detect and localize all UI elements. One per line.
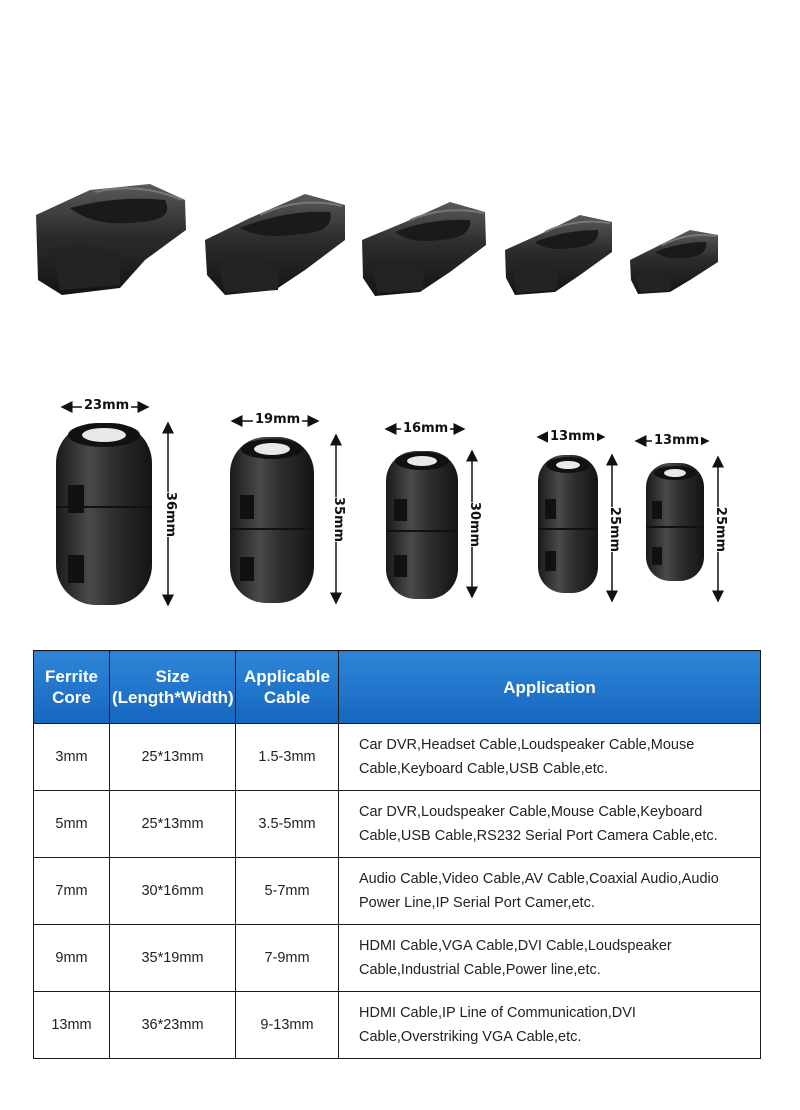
cell-size: 25*13mm <box>110 724 236 791</box>
cell-core: 3mm <box>34 724 110 791</box>
cell-size: 35*19mm <box>110 925 236 992</box>
cell-cable: 3.5-5mm <box>236 791 339 858</box>
height-label-36mm: 36mm <box>163 491 179 538</box>
cell-core: 7mm <box>34 858 110 925</box>
header-applicable-cable: Applicable Cable <box>236 651 339 724</box>
closed-core-13x25-b <box>636 441 718 601</box>
closed-core-23x36 <box>56 407 168 605</box>
width-label-13mm-b: 13mm <box>654 433 700 448</box>
table-row <box>34 791 761 858</box>
cell-cable: 1.5-3mm <box>236 724 339 791</box>
cell-application: HDMI Cable,IP Line of Communication,DVI Cable,Overstriking VGA Cable,etc. <box>339 992 761 1059</box>
header-size: Size (Length*Width) <box>110 651 236 724</box>
cell-cable: 7-9mm <box>236 925 339 992</box>
table-row <box>34 925 761 992</box>
closed-core-16x30 <box>386 429 472 599</box>
table-row <box>34 992 761 1059</box>
height-label-25mm-a: 25mm <box>607 506 623 553</box>
width-label-16mm: 16mm <box>403 421 449 436</box>
header-application: Application <box>339 651 761 724</box>
width-label-23mm: 23mm <box>84 398 130 413</box>
height-label-30mm: 30mm <box>467 501 483 548</box>
table-header-row <box>34 651 761 724</box>
closed-core-13x25-a <box>538 437 612 601</box>
table-row <box>34 858 761 925</box>
header-ferrite-core: Ferrite Core <box>34 651 110 724</box>
ferrite-spec-table <box>33 650 761 1059</box>
height-label-25mm-b: 25mm <box>713 506 729 553</box>
height-label-35mm: 35mm <box>331 496 347 543</box>
width-label-19mm: 19mm <box>255 412 301 427</box>
cell-size: 36*23mm <box>110 992 236 1059</box>
cell-application: HDMI Cable,VGA Cable,DVI Cable,Loudspeaker Cable,Industrial Cable,Power line,etc. <box>339 925 761 992</box>
table-row <box>34 724 761 791</box>
open-core-1 <box>36 184 186 295</box>
cell-application: Car DVR,Loudspeaker Cable,Mouse Cable,Keyboard Cable,USB Cable,RS232 Serial Port Camera Cable,etc. <box>339 791 761 858</box>
open-core-3 <box>362 202 486 296</box>
width-label-13mm-a: 13mm <box>550 429 596 444</box>
cell-cable: 5-7mm <box>236 858 339 925</box>
open-ferrite-cores-photo <box>0 160 800 320</box>
closed-core-19x35 <box>230 421 336 603</box>
cell-core: 5mm <box>34 791 110 858</box>
cell-size: 30*16mm <box>110 858 236 925</box>
cell-application: Audio Cable,Video Cable,AV Cable,Coaxial Audio,Audio Power Line,IP Serial Port Camer,etc. <box>339 858 761 925</box>
cell-core: 13mm <box>34 992 110 1059</box>
closed-ferrite-cores-photo <box>0 395 800 615</box>
cell-core: 9mm <box>34 925 110 992</box>
open-core-2 <box>205 194 345 295</box>
open-core-5 <box>630 230 718 294</box>
open-core-4 <box>505 215 612 295</box>
cell-cable: 9-13mm <box>236 992 339 1059</box>
cell-size: 25*13mm <box>110 791 236 858</box>
cell-application: Car DVR,Headset Cable,Loudspeaker Cable,Mouse Cable,Keyboard Cable,USB Cable,etc. <box>339 724 761 791</box>
